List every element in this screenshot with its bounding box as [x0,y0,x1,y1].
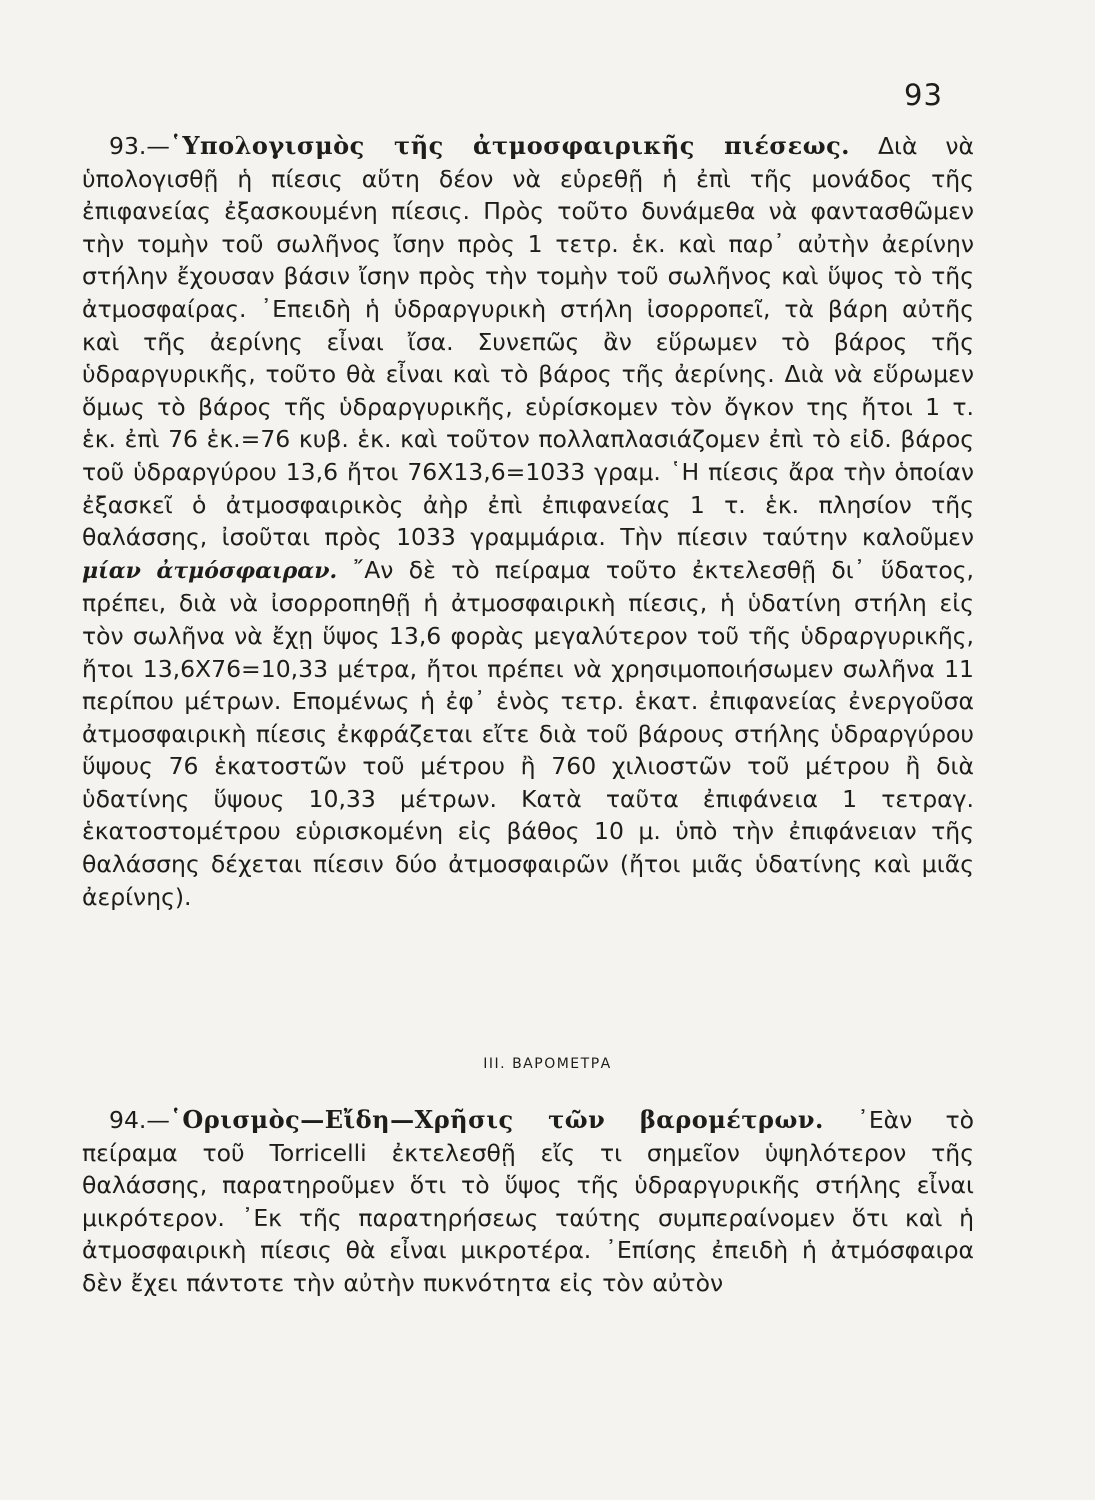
page-number: 93 [904,78,943,112]
section-93-title: ῾Υπολογισμὸς τῆς ἀτμοσφαιρικῆς πιέσεως. [169,131,851,160]
section-93-paragraph [82,130,974,913]
section-94-text: ᾽Εὰν τὸ πείραμα τοῦ Torricelli ἐκτελεσθῇ εἴς τι σημεῖον ὑψηλότερον τῆς θαλάσσης, παρατηροῦμεν ὅτι τὸ ὕψος τῆς ὑδραργυρικῆς στήλης εἶναι μικρότερον. ᾽Εκ τῆς παρατηρήσεως ταύτης συμπεραίνομεν ὅτι καὶ ἡ ἀτμοσφαιρικὴ πίεσις θὰ εἶναι μικροτέρα. ᾽Επίσης ἐπειδὴ ἡ ἀτμόσφαιρα δὲν ἔχει πάντοτε τὴν αὐτὴν πυκνότητα εἰς τὸν αὐτὸν [82,1106,974,1297]
section-93-text-part-1: Διὰ νὰ ὑπολογισθῇ ἡ πίεσις αὕτη δέον νὰ εὑρεθῇ ἡ ἐπὶ τῆς μονάδος τῆς ἐπιφανείας ἐξασκουμένη πίεσις. Πρὸς τοῦτο δυνάμεθα νὰ φαντασθῶμεν τὴν τομὴν τοῦ σωλῆνος ἴσην πρὸς 1 τετρ. ἑκ. καὶ παρ᾽ αὐτὴν ἀερίνην στήλην ἔχουσαν βάσιν ἴσην πρὸς τὴν τομὴν τοῦ σωλῆνος καὶ ὕψος τὸ τῆς ἀτμοσφαίρας. ᾽Επειδὴ ἡ ὑδραργυρικὴ στήλη ἰσορροπεῖ, τὰ βάρη αὐτῆς καὶ τῆς ἀερίνης εἶναι ἴσα. Συνεπῶς ἂν εὕρωμεν τὸ βάρος τῆς ὑδραργυρικῆς, τοῦτο θὰ εἶναι καὶ τὸ βάρος τῆς ἀερίνης. Διὰ νὰ εὕρωμεν ὅμως τὸ βάρος τῆς ὑδραργυρικῆς, εὑρίσκομεν τὸν ὄγκον της ἤτοι 1 τ. ἑκ. ἐπὶ 76 ἑκ.=76 κυβ. ἑκ. καὶ τοῦτον πολλαπλασιάζομεν ἐπὶ τὸ εἰδ. βάρος τοῦ ὑδραργύρου 13,6 ἤτοι 76Χ13,6=1033 γραμ. ῾Η πίεσις ἄρα τὴν ὁποίαν ἐξασκεῖ ὁ ἀτμοσφαιρικὸς ἀὴρ ἐπὶ ἐπιφανείας 1 τ. ἑκ. πλησίον τῆς θαλάσσης, ἰσοῦται πρὸς 1033 γραμμάρια. Τὴν πίεσιν ταύτην καλοῦμεν [82,132,974,552]
section-93-emphasis: μίαν ἀτμόσφαιραν. [82,557,338,584]
section-93-text-part-2: ῎Αν δὲ τὸ πείραμα τοῦτο ἐκτελεσθῇ δι᾽ ὕδατος, πρέπει, διὰ νὰ ἰσορροπηθῇ ἡ ἀτμοσφαιρικὴ πίεσις, ἡ ὑδατίνη στήλη εἰς τὸν σωλῆνα νὰ ἔχῃ ὕψος 13,6 φορὰς μεγαλύτερον τοῦ τῆς ὑδραργυρικῆς, ἤτοι 13,6Χ76=10,33 μέτρα, ἤτοι πρέπει νὰ χρησιμοποιήσωμεν σωλῆνα 11 περίπου μέτρων. Επομένως ἡ ἐφ᾽ ἑνὸς τετρ. ἑκατ. ἐπιφανείας ἐνεργοῦσα ἀτμοσφαιρικὴ πίεσις ἐκφράζεται εἴτε διὰ τοῦ βάρους στήλης ὑδραργύρου ὕψους 76 ἑκατοστῶν τοῦ μέτρου ἢ 760 χιλιοστῶν τοῦ μέτρου ἢ διὰ ὑδατίνης ὕψους 10,33 μέτρων. Κατὰ ταῦτα ἐπιφάνεια 1 τετραγ. ἑκατοστομέτρου εὑρισκομένη εἰς βάθος 10 μ. ὑπὸ τὴν ἐπιφάνειαν τῆς θαλάσσης δέχεται πίεσιν δύο ἀτμοσφαιρῶν (ἤτοι μιᾶς ὑδατίνης καὶ μιᾶς ἀερίνης). [82,555,974,911]
section-94-paragraph [82,1104,974,1300]
section-93-number: 93.— [109,132,170,160]
section-94-number: 94.— [109,1106,170,1134]
section-94 [82,1104,974,1300]
chapter-title: ΙΙΙ. ΒΑΡΟΜΕΤΡΑ [483,1056,612,1072]
section-93 [82,130,974,913]
section-94-title: ῾Ορισμὸς—Εἴδη—Χρῆσις τῶν βαρομέτρων. [169,1105,824,1134]
